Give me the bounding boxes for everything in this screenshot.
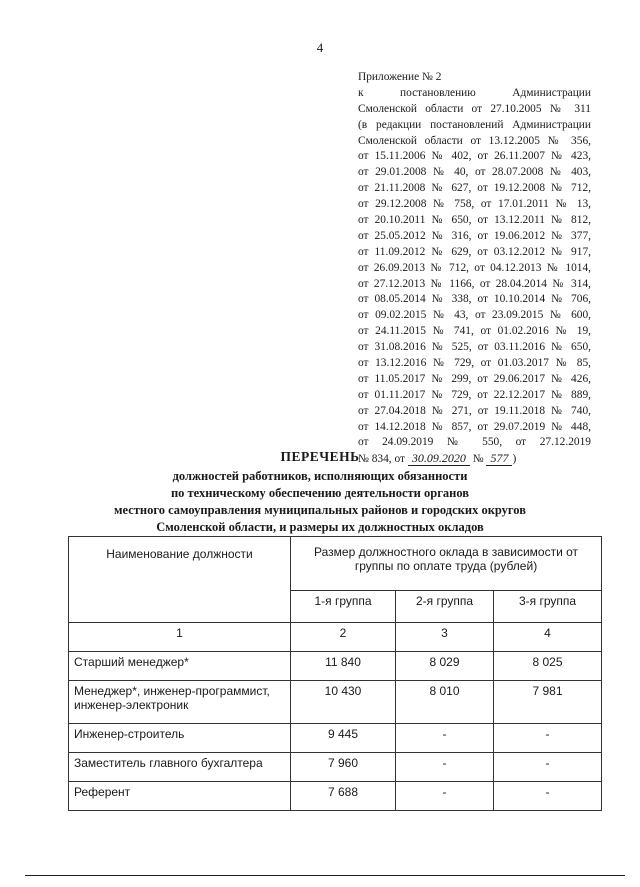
appendix-line: Смоленской области от 27.10.2005 № 311 (358, 102, 591, 115)
header-position-name: Наименование должности (69, 537, 291, 623)
handwritten-date: 30.09.2020 (408, 451, 470, 466)
appendix-line: от 13.12.2016 № 729, от 01.03.2017 № 85, (358, 357, 591, 370)
salary-group-3: - (494, 753, 602, 782)
appendix-line: Приложение № 2 (358, 71, 442, 83)
position-name: Инженер-строитель (69, 724, 291, 753)
column-number: 3 (396, 623, 494, 652)
salary-group-1: 7 688 (291, 782, 396, 811)
table-row (69, 724, 602, 753)
salary-group-1: 7 960 (291, 753, 396, 782)
appendix-line: от 21.11.2008 № 627, от 19.12.2008 № 712, (358, 182, 591, 195)
number-sign: № (472, 453, 484, 466)
appendix-line: от 24.09.2019 № 550, от 27.12.2019 (358, 436, 591, 449)
document-title (0, 449, 640, 536)
salary-table (68, 536, 602, 811)
appendix-line: от 27.04.2018 № 271, от 19.11.2018 № 740, (358, 404, 591, 417)
bottom-divider (25, 875, 625, 876)
header-group-1: 1-я группа (291, 590, 396, 622)
salary-group-3: 8 025 (494, 652, 602, 681)
salary-group-2: 8 010 (396, 681, 494, 724)
appendix-line: от 15.11.2006 № 402, от 26.11.2007 № 423, (358, 150, 591, 163)
appendix-line: от 25.05.2012 № 316, от 19.06.2012 № 377, (358, 229, 591, 242)
appendix-line: от 26.09.2013 № 712, от 04.12.2013 № 1014, (358, 261, 591, 274)
position-name: Старший менеджер* (69, 652, 291, 681)
table-row (69, 753, 602, 782)
header-group-3: 3-я группа (494, 590, 602, 622)
appendix-line: от 01.11.2017 № 729, от 22.12.2017 № 889, (358, 388, 591, 401)
appendix-final-prefix: № 834, от (358, 453, 406, 466)
salary-group-1: 11 840 (291, 652, 396, 681)
appendix-block (358, 70, 591, 467)
title-line: должностей работников, исполняющих обязанности (172, 469, 468, 483)
appendix-line: от 24.11.2015 № 741, от 01.02.2016 № 19, (358, 325, 591, 338)
appendix-line: к постановлению Администрации (358, 86, 591, 99)
salary-group-2: - (396, 782, 494, 811)
salary-group-3: - (494, 724, 602, 753)
title-main: ПЕРЕЧЕНЬ (280, 449, 360, 464)
handwritten-number: 577 (486, 451, 512, 466)
appendix-line: (в редакции постановлений Администрации (358, 118, 591, 131)
column-number: 4 (494, 623, 602, 652)
position-name: Заместитель главного бухгалтера (69, 753, 291, 782)
salary-group-1: 9 445 (291, 724, 396, 753)
position-name: Референт (69, 782, 291, 811)
header-salary-size: Размер должностного оклада в зависимости от группы по оплате труда (рублей) (291, 537, 602, 591)
salary-group-2: 8 029 (396, 652, 494, 681)
table-row (69, 681, 602, 724)
salary-group-1: 10 430 (291, 681, 396, 724)
appendix-line: от 29.01.2008 № 40, от 28.07.2008 № 403, (358, 166, 591, 179)
title-line: Смоленской области, и размеры их должностных окладов (156, 520, 484, 534)
appendix-line: от 14.12.2018 № 857, от 29.07.2019 № 448, (358, 420, 591, 433)
salary-group-3: 7 981 (494, 681, 602, 724)
appendix-line: от 20.10.2011 № 650, от 13.12.2011 № 812, (358, 214, 591, 227)
position-name: Менеджер*, инженер-программист, инженер-электроник (69, 681, 291, 724)
salary-group-2: - (396, 753, 494, 782)
appendix-line: от 29.12.2008 № 758, от 17.01.2011 № 13, (358, 198, 591, 211)
table-row (69, 652, 602, 681)
header-group-2: 2-я группа (396, 590, 494, 622)
title-line: по техническому обеспечению деятельности органов (170, 486, 470, 500)
table-row (69, 782, 602, 811)
salary-group-3: - (494, 782, 602, 811)
page-number: 4 (316, 40, 324, 55)
appendix-line: от 11.09.2012 № 629, от 03.12.2012 № 917, (358, 245, 591, 258)
column-number: 2 (291, 623, 396, 652)
appendix-line: от 27.12.2013 № 1166, от 28.04.2014 № 314, (358, 277, 591, 290)
appendix-line: от 09.02.2015 № 43, от 23.09.2015 № 600, (358, 309, 591, 322)
appendix-line: от 08.05.2014 № 338, от 10.10.2014 № 706, (358, 293, 591, 306)
salary-group-2: - (396, 724, 494, 753)
column-number: 1 (69, 623, 291, 652)
title-line: местного самоуправления муниципальных районов и городских округов (113, 503, 526, 517)
appendix-line: от 11.05.2017 № 299, от 29.06.2017 № 426, (358, 372, 591, 385)
closing-paren: ) (512, 453, 517, 466)
appendix-line: Смоленской области от 13.12.2005 № 356, (358, 134, 591, 147)
appendix-line: от 31.08.2016 № 525, от 03.11.2016 № 650, (358, 341, 591, 354)
